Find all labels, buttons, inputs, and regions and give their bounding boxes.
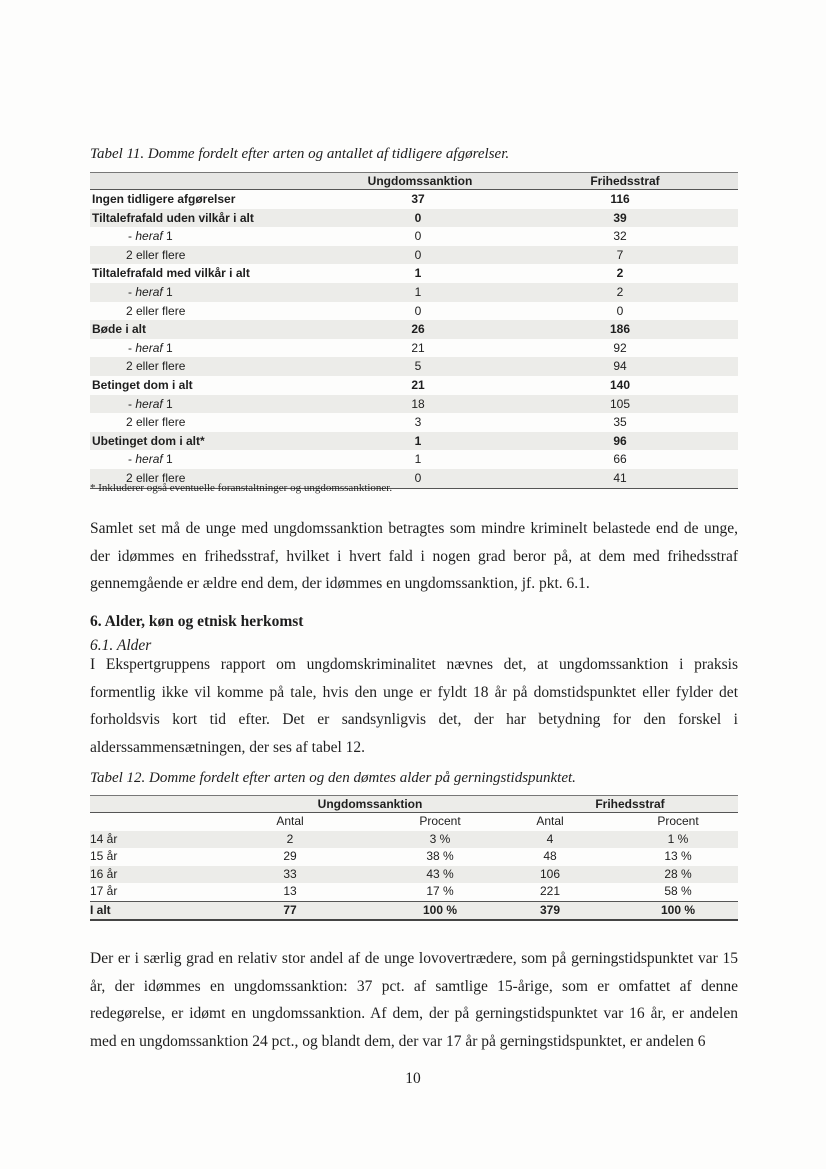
table11-frihedsstraf-value: 41	[613, 470, 627, 485]
table12-subheader-antal-2: Antal	[536, 814, 564, 828]
table11-ungdomssanktion-value: 0	[414, 229, 422, 244]
paragraph-1: Samlet set må de unge med ungdomssanktion betragtes som mindre kriminelt belastede end de unge, der idømmes en frihedsstraf, hvilket i hvert fald i nogen grad beror på, at dem med frihedsstraf gennemgående er ældre end dem, der idømmes en ungdomssanktion, jf. pkt. 6.1.	[90, 520, 738, 592]
table12-row-label: 16 år	[90, 866, 118, 881]
table11-ungdomssanktion-value: 1	[414, 266, 422, 281]
table12-procent-1: 38 %	[426, 849, 454, 863]
table11-row-label: - heraf 1	[128, 284, 173, 299]
table11-frihedsstraf-value: 35	[613, 415, 627, 430]
table12-total-row	[90, 901, 738, 922]
table12-procent-1: 17 %	[426, 884, 454, 898]
table11-row-label: - heraf 1	[128, 229, 173, 244]
table11-body	[90, 190, 738, 489]
table11-ungdomssanktion-value: 0	[414, 470, 422, 485]
table11-ungdomssanktion-value: 1	[414, 284, 422, 299]
table11-frihedsstraf-value: 2	[616, 284, 624, 299]
table12-antal-2: 4	[546, 831, 554, 846]
table12-antal-1: 33	[283, 866, 297, 881]
table11-row	[90, 264, 738, 283]
table12-subheader-procent-1: Procent	[419, 814, 461, 828]
table11-ungdomssanktion-value: 21	[411, 340, 425, 355]
table12-body	[90, 831, 738, 901]
table12-total-procent-1: 100 %	[422, 902, 458, 917]
table11-frihedsstraf-value: 186	[609, 322, 631, 337]
table11-frihedsstraf-value: 7	[616, 247, 624, 262]
table11-header	[90, 172, 738, 190]
table11-ungdomssanktion-value: 0	[414, 210, 422, 225]
table11-frihedsstraf-value: 94	[613, 359, 627, 374]
table11-row-label: - heraf 1	[128, 396, 173, 411]
table-12	[90, 795, 738, 921]
table12-row	[90, 883, 738, 901]
table11-ungdomssanktion-value: 37	[411, 192, 425, 206]
table11-row-label: Tiltalefrafald uden vilkår i alt	[92, 210, 254, 225]
table11-ungdomssanktion-value: 5	[414, 359, 422, 374]
table11-row-label: 2 eller flere	[126, 470, 186, 485]
table12-row-label: 14 år	[90, 831, 118, 846]
table12-row	[90, 831, 738, 849]
table11-row	[90, 450, 738, 469]
table11-frihedsstraf-value: 96	[613, 433, 627, 448]
table12-row-label: 15 år	[90, 849, 118, 863]
table11-ungdomssanktion-value: 18	[411, 396, 425, 411]
table11-frihedsstraf-value: 116	[610, 192, 630, 206]
table11-row-label: 2 eller flere	[126, 359, 186, 374]
table11-row-label: Betinget dom i alt	[92, 377, 193, 392]
table11-row	[90, 320, 738, 339]
table11-row	[90, 302, 738, 321]
table12-group-ungdomssanktion: Ungdomssanktion	[317, 797, 423, 811]
table12-procent-1: 3 %	[429, 831, 451, 846]
table11-row-label: Bøde i alt	[92, 322, 147, 337]
table11-row	[90, 246, 738, 265]
table11-row-label: - heraf 1	[128, 452, 173, 467]
table11-frihedsstraf-value: 39	[613, 210, 627, 225]
table11-footnote: * Inkluderer også eventuelle foranstaltninger og ungdomssanktioner.	[90, 482, 393, 494]
table11-ungdomssanktion-value: 0	[414, 303, 422, 318]
table11-frihedsstraf-value: 105	[609, 396, 631, 411]
table11-row	[90, 209, 738, 228]
table11-col-ungdomssanktion: Ungdomssanktion	[367, 174, 473, 188]
table12-subheader-procent-2: Procent	[657, 814, 699, 828]
paragraph-3: Der er i særlig grad en relativ stor andel af de unge lovovertrædere, som på gerningstidspunktet var 15 år, der idømmes en ungdomssanktion: 37 pct. af samtlige 15-årige, som er omfattet af denne redegørelse, er idømt en ungdomssanktion. Af dem, der på gerningstidspunktet var 16 år, er andelen med en ungdomssanktion 24 pct., og blandt dem, der var 17 år på gerningstidspunktet, er andelen 6	[90, 950, 738, 1050]
table11-row	[90, 190, 738, 209]
table11-row-label: 2 eller flere	[126, 303, 186, 318]
table12-total-antal-1: 77	[283, 902, 297, 917]
table11-row	[90, 283, 738, 302]
table11-row	[90, 413, 738, 432]
table12-antal-2: 221	[539, 884, 561, 898]
table11-row-label: 2 eller flere	[126, 415, 186, 430]
table11-col-frihedsstraf: Frihedsstraf	[590, 174, 660, 188]
table11-ungdomssanktion-value: 0	[414, 247, 422, 262]
table11-row-label: Ubetinget dom i alt*	[92, 433, 205, 448]
table11-row	[90, 339, 738, 358]
table12-row	[90, 848, 738, 866]
page-number: 10	[405, 1070, 421, 1087]
table11-frihedsstraf-value: 2	[616, 266, 624, 281]
table12-antal-1: 13	[283, 884, 297, 898]
table12-group-header	[90, 795, 738, 813]
table11-ungdomssanktion-value: 1	[414, 452, 422, 467]
table11-row	[90, 227, 738, 246]
table12-antal-1: 2	[286, 831, 294, 846]
table11-frihedsstraf-value: 92	[613, 340, 627, 355]
subsection-heading: 6.1. Alder	[90, 637, 152, 654]
table12-row	[90, 866, 738, 884]
table12-total-procent-2: 100 %	[660, 902, 696, 917]
table-11	[90, 172, 738, 489]
table11-row-label: Ingen tidligere afgørelser	[92, 192, 236, 206]
table11-caption: Tabel 11. Domme fordelt efter arten og antallet af tidligere afgørelser.	[90, 146, 510, 162]
table11-row-label: - heraf 1	[128, 340, 173, 355]
table12-total-antal-2: 379	[539, 902, 561, 917]
table12-procent-2: 28 %	[664, 866, 692, 881]
table12-procent-2: 13 %	[664, 849, 692, 863]
table12-procent-1: 43 %	[426, 866, 454, 881]
table12-group-frihedsstraf: Frihedsstraf	[595, 797, 665, 811]
table12-procent-2: 1 %	[667, 831, 689, 846]
table11-frihedsstraf-value: 0	[616, 303, 624, 318]
table11-ungdomssanktion-value: 21	[411, 377, 425, 392]
table11-row	[90, 432, 738, 451]
table12-subheader-antal-1: Antal	[276, 814, 304, 828]
table11-frihedsstraf-value: 140	[609, 377, 631, 392]
table11-frihedsstraf-value: 66	[613, 452, 627, 467]
table11-frihedsstraf-value: 32	[613, 229, 627, 244]
table11-ungdomssanktion-value: 3	[414, 415, 422, 430]
table11-row-label: Tiltalefrafald med vilkår i alt	[92, 266, 250, 281]
table11-row	[90, 395, 738, 414]
table12-caption: Tabel 12. Domme fordelt efter arten og den dømtes alder på gerningstidspunktet.	[90, 770, 576, 786]
table12-procent-2: 58 %	[664, 884, 692, 898]
table12-antal-2: 106	[539, 866, 561, 881]
table11-ungdomssanktion-value: 1	[414, 433, 422, 448]
table11-row-label: 2 eller flere	[126, 247, 186, 262]
section-heading: 6. Alder, køn og etnisk herkomst	[90, 613, 304, 630]
table12-antal-1: 29	[283, 849, 297, 863]
table12-antal-2: 48	[543, 849, 557, 863]
table11-ungdomssanktion-value: 26	[411, 322, 425, 337]
table12-row-label: 17 år	[90, 884, 118, 898]
table11-row	[90, 376, 738, 395]
table12-subheader	[90, 813, 738, 831]
table12-total-label: I alt	[90, 902, 111, 917]
table11-row	[90, 357, 738, 376]
paragraph-2: I Ekspertgruppens rapport om ungdomskriminalitet nævnes det, at ungdomssanktion i praksis formentlig ikke vil komme på tale, hvis den unge er fyldt 18 år på domstidspunktet eller fylder det forholdsvis kort tid efter. Det er sandsynligvis det, der har betydning for den forskel i alderssammensætningen, der ses af tabel 12.	[90, 656, 738, 756]
